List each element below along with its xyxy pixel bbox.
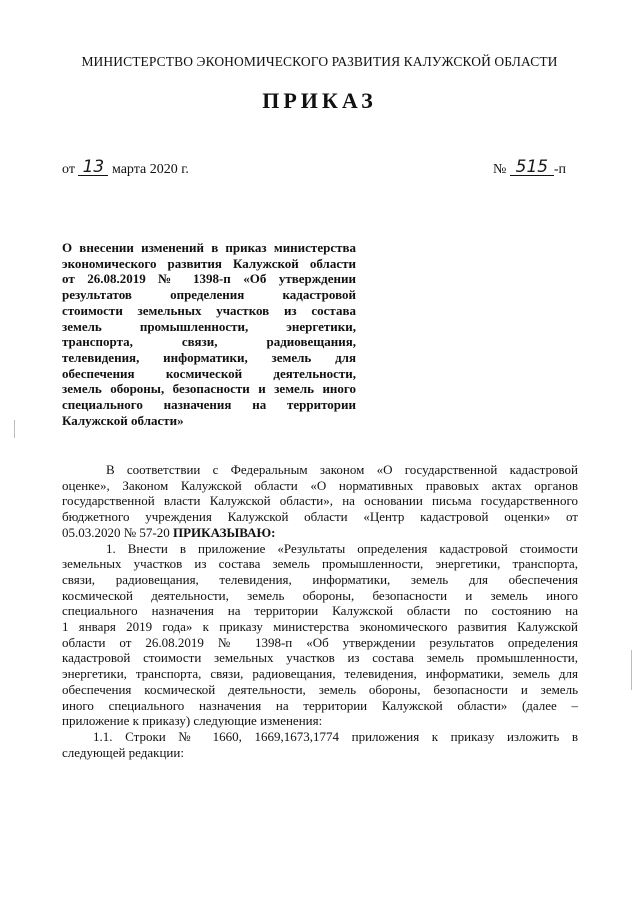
body-line: обеспечения космической деятельности, земель обороны, безопасности и земель <box>62 681 578 697</box>
scan-margin-mark <box>631 650 632 690</box>
subject-line: стоимости земельных участков из состава <box>62 302 356 318</box>
date-suffix: марта 2020 г. <box>111 162 189 177</box>
body-line: специального назначения на территории Калужской области по состоянию на <box>62 603 578 619</box>
body-line: приложение к приказу) следующие изменения: <box>62 713 323 729</box>
body-line: энергетики, транспорта, связи, радиовещания, телевидения, информатики, земель для <box>62 666 578 682</box>
subject-line: специального назначения на территории <box>62 397 356 413</box>
body-line: земельных участков из состава земель промышленности, энергетики, транспорта, <box>62 556 578 572</box>
subject-line: О внесении изменений в приказ министерства <box>62 240 356 255</box>
order-directive: ПРИКАЗЫВАЮ: <box>172 524 276 540</box>
number-suffix: -п <box>553 162 567 177</box>
handwritten-number: 515 <box>510 160 554 176</box>
date-prefix: от <box>62 162 75 177</box>
body-line: 1.1. Строки № 1660, 1669,1673,1774 приложения к приказу изложить в <box>93 728 578 744</box>
order-date <box>62 157 189 178</box>
subject-line: Калужской области» <box>62 412 184 428</box>
subject-line: экономического развития Калужской области <box>62 255 356 271</box>
body-line <box>62 525 578 541</box>
body-line: иного специального назначения на территории Калужской области» (далее – <box>62 697 578 713</box>
body-line: В соответствии с Федеральным законом «О государственной кадастровой <box>106 462 578 477</box>
subject-line: обеспечения космической деятельности, <box>62 365 356 381</box>
body-line: следующей редакции: <box>62 744 184 760</box>
body-line: бюджетного учреждения Калужской области «Центр кадастровой оценки» от <box>62 509 578 525</box>
body-line: области от 26.08.2019 № 1398-п «Об утверждении результатов определения <box>62 634 578 650</box>
subject-line: земель промышленности, энергетики, <box>62 318 356 334</box>
basis-reference: 05.03.2020 № 57-20 <box>62 524 170 540</box>
body-line: 1. Внести в приложение «Результаты определения кадастровой стоимости <box>106 540 578 556</box>
scan-margin-mark <box>14 420 15 438</box>
body-line: 1 января 2019 года» к приказу министерства экономического развития Калужской <box>62 619 578 635</box>
number-prefix: № <box>493 162 507 177</box>
subject-line: от 26.08.2019 № 1398-п «Об утверждении <box>62 271 356 287</box>
order-body <box>62 462 578 760</box>
document-title: ПРИКАЗ <box>262 88 377 113</box>
body-line: связи, радиовещания, телевидения, информатики, земель для обеспечения <box>62 571 578 587</box>
body-line: государственной власти Калужской области», на основании письма государственного <box>62 493 578 509</box>
subject-line: земель обороны, безопасности и земель иного <box>62 381 356 397</box>
body-line: космической деятельности, земель обороны, безопасности и земель иного <box>62 587 578 603</box>
body-line: кадастровой стоимости земельных участков из состава земель промышленности, <box>62 650 578 666</box>
subject-line: телевидения, информатики, земель для <box>62 349 356 365</box>
handwritten-day: 13 <box>78 160 108 176</box>
body-line: оценке», Законом Калужской области «О нормативных правовых актах органов <box>62 477 578 493</box>
subject-line: транспорта, связи, радиовещания, <box>62 334 356 350</box>
subject-line: результатов определения кадастровой <box>62 287 356 303</box>
order-subject <box>62 240 356 428</box>
order-number <box>493 157 567 178</box>
ministry-name: МИНИСТЕРСТВО ЭКОНОМИЧЕСКОГО РАЗВИТИЯ КАЛУЖСКОЙ ОБЛАСТИ <box>81 54 558 69</box>
